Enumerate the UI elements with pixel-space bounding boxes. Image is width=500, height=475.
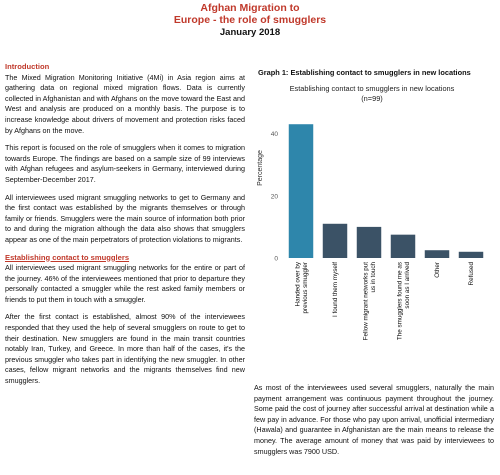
chart-caption-title: Establishing contact to smugglers in new locations <box>289 84 455 93</box>
y-tick-label: 20 <box>270 193 278 201</box>
chart-caption-n: (n=99) <box>361 94 383 103</box>
several-smugglers-paragraph: After the first contact is established, almost 90% of the interviewees responded that they used the help of several smugglers on route to get to their destination. New smugglers are found in the main transit countries notably Iran, Turkey, and Greece. In more than half of the cases, it's the previous smuggler who takes part in identifying the new smuggler. In other cases, fellow migrant networks and the migrants themselves find new smugglers. <box>5 312 245 386</box>
bar <box>391 235 415 258</box>
y-tick-label: 0 <box>274 255 278 263</box>
x-tick-label: Fellow migrant networks putus in touch <box>362 262 377 341</box>
y-axis-label: Percentage <box>257 150 264 186</box>
x-tick-label: Handed over byprevious smuggler <box>294 262 309 314</box>
report-date: January 2018 <box>219 27 281 38</box>
x-tick-label: Refused <box>468 262 475 286</box>
graph-title: Graph 1: Establishing contact to smugglers in new locations <box>258 68 471 77</box>
y-tick-label: 40 <box>270 131 278 139</box>
intro-paragraph: The Mixed Migration Monitoring Initiative (4Mi) in Asia region aims at gathering data on regional mixed migration flows. Data is currently collected in Afghanistan and with Afghans on the move toward the East and West and analysis are produced on a monthly basis. The purpose is to increase knowledge about drivers of movement and protection risks faced by Afghans on the move. <box>5 72 245 135</box>
contact-heading: Establishing contact to smugglers <box>5 252 130 262</box>
bar <box>357 227 381 258</box>
bar <box>289 124 313 258</box>
contact-paragraph: All interviewees used migrant smuggling networks for the entire or part of the journey. 46% of the interviewees mentioned that prior to departure they personally contacted a smuggler while the rest asked family members or friends to put them in touch with a smuggler. <box>5 263 245 304</box>
report-title-line1: Afghan Migration to <box>200 2 300 14</box>
intro-heading: Introduction <box>5 62 50 71</box>
report-title-line2: Europe - the role of smugglers <box>173 14 327 26</box>
x-tick-label: I found them myself <box>332 262 339 317</box>
chart-caption <box>250 84 494 104</box>
focus-paragraph: This report is focused on the role of smugglers when it comes to migration towards Europe. The findings are based on a sample size of 99 interviews with Afghan refugees and asylum-seekers in Germany, interviewed during September-December 2017. <box>5 143 245 184</box>
left-column <box>5 62 245 394</box>
x-tick-label: Other <box>434 262 441 278</box>
bar <box>323 224 347 258</box>
smuggling-networks-paragraph: All interviewees used migrant smuggling networks to get to Germany and the first contact was established by the migrants themselves or through family or friends. Smugglers were the main source of information both prior to and during the migration although the data also shows that smugglers appear as one of the main perpetrators of protection violations to migrants. <box>5 192 245 244</box>
bar <box>459 252 483 258</box>
bar-chart <box>250 110 494 380</box>
bar <box>425 250 449 258</box>
payment-paragraph: As most of the interviewees used several smugglers, naturally the main payment arrangement was continuous payment throughout the journey. Some paid the cost of journey after successful arrival at destination while a few pay in advance. For those who pay upon arrival, unofficial intermediary (Hawala) and guarantee in Afghanistan are the main means to release the money. The average amount of money that was paid by interviewees to smugglers was 7900 USD. <box>254 383 494 456</box>
x-tick-label: The smugglers found me assoon as I arrived <box>396 262 411 341</box>
